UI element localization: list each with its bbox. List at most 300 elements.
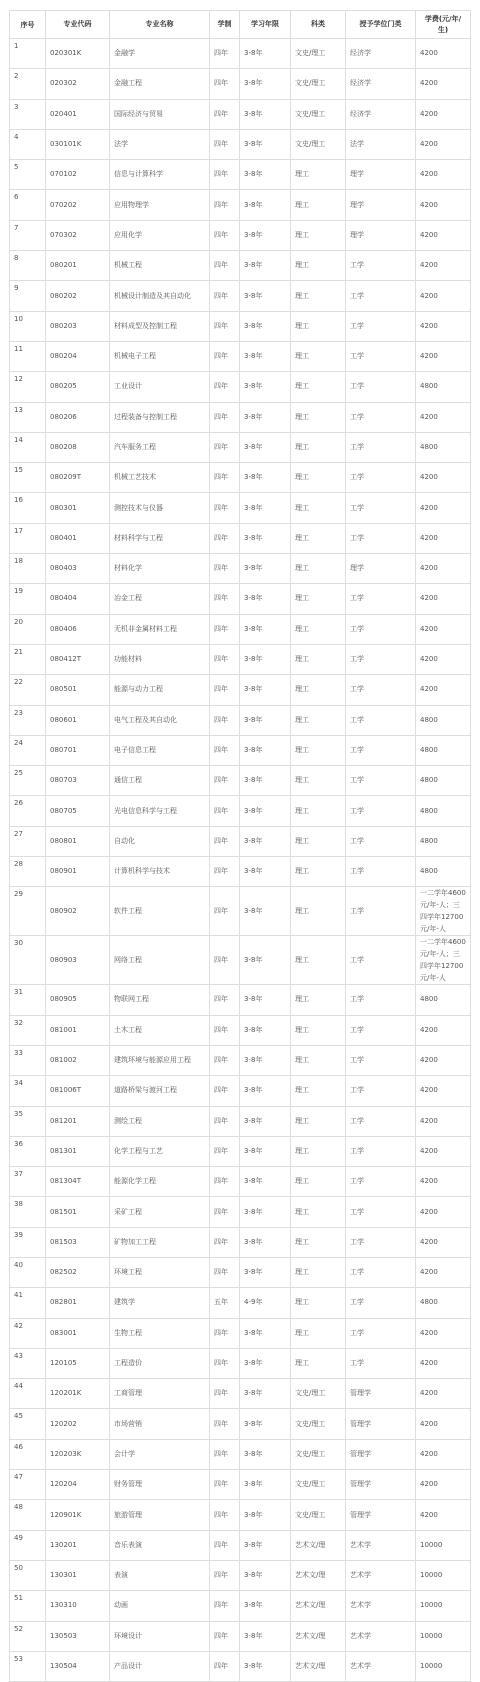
cell-code: 020301K	[46, 39, 110, 69]
cell-no: 29	[10, 887, 46, 936]
cell-name: 环境工程	[110, 1257, 210, 1287]
cell-fee: 4800	[416, 1288, 471, 1318]
cell-name: 道路桥梁与渡河工程	[110, 1076, 210, 1106]
cell-category: 理工	[291, 1106, 346, 1136]
cell-years: 3-8年	[240, 99, 291, 129]
cell-degree: 理学	[346, 554, 416, 584]
cell-name: 材料化学	[110, 554, 210, 584]
cell-no: 18	[10, 554, 46, 584]
table-row	[10, 1560, 471, 1590]
cell-category: 艺术文/理	[291, 1530, 346, 1560]
cell-category: 理工	[291, 432, 346, 462]
cell-years: 3-8年	[240, 220, 291, 250]
cell-fee: 4200	[416, 1045, 471, 1075]
cell-system: 四年	[210, 1015, 240, 1045]
cell-degree: 工学	[346, 1106, 416, 1136]
cell-system: 四年	[210, 39, 240, 69]
cell-code: 081301	[46, 1136, 110, 1166]
cell-no: 26	[10, 796, 46, 826]
cell-years: 3-8年	[240, 644, 291, 674]
cell-degree: 工学	[346, 936, 416, 985]
cell-fee: 4200	[416, 463, 471, 493]
cell-name: 金融学	[110, 39, 210, 69]
cell-category: 理工	[291, 190, 346, 220]
cell-name: 矿物加工工程	[110, 1227, 210, 1257]
cell-fee: 4200	[416, 644, 471, 674]
cell-degree: 理学	[346, 190, 416, 220]
cell-fee: 4200	[416, 251, 471, 281]
cell-code: 081002	[46, 1045, 110, 1075]
cell-code: 080401	[46, 523, 110, 553]
cell-years: 3-8年	[240, 129, 291, 159]
cell-category: 艺术文/理	[291, 1651, 346, 1681]
cell-years: 3-8年	[240, 1318, 291, 1348]
cell-fee: 4200	[416, 129, 471, 159]
cell-no: 8	[10, 251, 46, 281]
table-row	[10, 705, 471, 735]
table-row	[10, 1015, 471, 1045]
table-body	[10, 39, 471, 1682]
cell-code: 120901K	[46, 1500, 110, 1530]
table-row	[10, 463, 471, 493]
cell-code: 120201K	[46, 1379, 110, 1409]
cell-category: 理工	[291, 796, 346, 826]
cell-fee: 4200	[416, 99, 471, 129]
table-row	[10, 614, 471, 644]
cell-no: 51	[10, 1591, 46, 1621]
cell-years: 3-8年	[240, 69, 291, 99]
cell-name: 网络工程	[110, 936, 210, 985]
cell-name: 财务管理	[110, 1470, 210, 1500]
cell-system: 四年	[210, 1409, 240, 1439]
cell-category: 理工	[291, 1136, 346, 1166]
cell-system: 四年	[210, 1227, 240, 1257]
cell-fee: 4200	[416, 220, 471, 250]
table-row	[10, 1348, 471, 1378]
cell-code: 120203K	[46, 1439, 110, 1469]
cell-no: 44	[10, 1379, 46, 1409]
cell-degree: 工学	[346, 735, 416, 765]
cell-years: 3-8年	[240, 1591, 291, 1621]
cell-code: 080201	[46, 251, 110, 281]
cell-name: 机械工艺技术	[110, 463, 210, 493]
cell-fee: 4200	[416, 69, 471, 99]
table-row	[10, 1530, 471, 1560]
cell-years: 3-8年	[240, 614, 291, 644]
cell-category: 理工	[291, 554, 346, 584]
cell-name: 无机非金属材料工程	[110, 614, 210, 644]
cell-system: 四年	[210, 341, 240, 371]
cell-degree: 工学	[346, 523, 416, 553]
cell-code: 081001	[46, 1015, 110, 1045]
cell-no: 43	[10, 1348, 46, 1378]
cell-fee: 4200	[416, 1409, 471, 1439]
table-row	[10, 1379, 471, 1409]
cell-category: 理工	[291, 523, 346, 553]
table-row	[10, 341, 471, 371]
table-row	[10, 554, 471, 584]
cell-years: 3-8年	[240, 402, 291, 432]
cell-name: 能源与动力工程	[110, 675, 210, 705]
cell-degree: 工学	[346, 584, 416, 614]
cell-no: 14	[10, 432, 46, 462]
cell-name: 应用物理学	[110, 190, 210, 220]
cell-years: 3-8年	[240, 372, 291, 402]
cell-category: 理工	[291, 644, 346, 674]
cell-category: 艺术文/理	[291, 1621, 346, 1651]
cell-degree: 工学	[346, 402, 416, 432]
cell-code: 083001	[46, 1318, 110, 1348]
cell-fee: 4200	[416, 523, 471, 553]
cell-category: 理工	[291, 372, 346, 402]
cell-category: 文史/理工	[291, 99, 346, 129]
table-row	[10, 936, 471, 985]
cell-system: 四年	[210, 190, 240, 220]
cell-degree: 工学	[346, 705, 416, 735]
cell-name: 生物工程	[110, 1318, 210, 1348]
cell-fee: 4200	[416, 584, 471, 614]
table-row	[10, 220, 471, 250]
cell-code: 080202	[46, 281, 110, 311]
cell-code: 120202	[46, 1409, 110, 1439]
cell-name: 测控技术与仪器	[110, 493, 210, 523]
cell-name: 通信工程	[110, 766, 210, 796]
cell-degree: 工学	[346, 1227, 416, 1257]
cell-degree: 艺术学	[346, 1530, 416, 1560]
cell-no: 5	[10, 160, 46, 190]
cell-no: 28	[10, 857, 46, 887]
table-row	[10, 1076, 471, 1106]
table-row	[10, 766, 471, 796]
cell-system: 四年	[210, 1379, 240, 1409]
cell-category: 理工	[291, 281, 346, 311]
cell-category: 艺术文/理	[291, 1560, 346, 1590]
cell-category: 理工	[291, 1015, 346, 1045]
cell-degree: 工学	[346, 493, 416, 523]
cell-code: 020401	[46, 99, 110, 129]
table-row	[10, 402, 471, 432]
cell-years: 3-8年	[240, 584, 291, 614]
cell-system: 四年	[210, 826, 240, 856]
cell-fee: 10000	[416, 1560, 471, 1590]
table-row	[10, 735, 471, 765]
header-system: 学制	[210, 11, 240, 39]
cell-name: 自动化	[110, 826, 210, 856]
cell-years: 3-8年	[240, 493, 291, 523]
header-fee: 学费(元/年/生)	[416, 11, 471, 39]
cell-fee: 4200	[416, 493, 471, 523]
cell-code: 080703	[46, 766, 110, 796]
cell-years: 3-8年	[240, 1560, 291, 1590]
cell-category: 文史/理工	[291, 129, 346, 159]
cell-degree: 管理学	[346, 1379, 416, 1409]
cell-no: 25	[10, 766, 46, 796]
cell-code: 130503	[46, 1621, 110, 1651]
cell-name: 旅游管理	[110, 1500, 210, 1530]
cell-name: 建筑学	[110, 1288, 210, 1318]
cell-degree: 艺术学	[346, 1651, 416, 1681]
cell-fee: 4800	[416, 985, 471, 1015]
cell-no: 7	[10, 220, 46, 250]
cell-code: 080206	[46, 402, 110, 432]
cell-years: 3-8年	[240, 341, 291, 371]
cell-degree: 理学	[346, 160, 416, 190]
cell-degree: 工学	[346, 432, 416, 462]
table-row	[10, 251, 471, 281]
cell-code: 130504	[46, 1651, 110, 1681]
cell-code: 080801	[46, 826, 110, 856]
cell-category: 理工	[291, 341, 346, 371]
cell-years: 3-8年	[240, 1227, 291, 1257]
cell-degree: 工学	[346, 887, 416, 936]
cell-fee: 4200	[416, 1348, 471, 1378]
header-name: 专业名称	[110, 11, 210, 39]
cell-years: 3-8年	[240, 1197, 291, 1227]
cell-no: 11	[10, 341, 46, 371]
cell-no: 13	[10, 402, 46, 432]
cell-years: 3-8年	[240, 1500, 291, 1530]
cell-name: 工业设计	[110, 372, 210, 402]
cell-years: 3-8年	[240, 311, 291, 341]
cell-code: 080203	[46, 311, 110, 341]
cell-code: 120204	[46, 1470, 110, 1500]
cell-category: 理工	[291, 311, 346, 341]
cell-name: 材料科学与工程	[110, 523, 210, 553]
cell-name: 物联网工程	[110, 985, 210, 1015]
cell-system: 四年	[210, 220, 240, 250]
cell-no: 20	[10, 614, 46, 644]
cell-years: 3-8年	[240, 1106, 291, 1136]
cell-fee: 4800	[416, 705, 471, 735]
header-category: 科类	[291, 11, 346, 39]
cell-degree: 工学	[346, 766, 416, 796]
cell-category: 文史/理工	[291, 1439, 346, 1469]
table-row	[10, 1045, 471, 1075]
table-row	[10, 39, 471, 69]
cell-name: 工程造价	[110, 1348, 210, 1378]
cell-fee: 4200	[416, 190, 471, 220]
cell-name: 电子信息工程	[110, 735, 210, 765]
cell-code: 080903	[46, 936, 110, 985]
cell-no: 32	[10, 1015, 46, 1045]
table-row	[10, 1500, 471, 1530]
cell-years: 3-8年	[240, 1530, 291, 1560]
cell-degree: 工学	[346, 1288, 416, 1318]
cell-years: 3-8年	[240, 766, 291, 796]
cell-fee: 4200	[416, 1500, 471, 1530]
table-row	[10, 1409, 471, 1439]
cell-years: 3-8年	[240, 936, 291, 985]
cell-no: 27	[10, 826, 46, 856]
cell-name: 光电信息科学与工程	[110, 796, 210, 826]
table-row	[10, 857, 471, 887]
cell-no: 52	[10, 1621, 46, 1651]
table-row	[10, 69, 471, 99]
table-header	[10, 11, 471, 39]
cell-degree: 艺术学	[346, 1591, 416, 1621]
cell-fee: 4200	[416, 341, 471, 371]
cell-name: 能源化学工程	[110, 1167, 210, 1197]
cell-fee: 4800	[416, 432, 471, 462]
cell-years: 3-8年	[240, 1439, 291, 1469]
table-row	[10, 1651, 471, 1681]
header-no: 序号	[10, 11, 46, 39]
cell-years: 3-8年	[240, 281, 291, 311]
cell-fee: 4200	[416, 281, 471, 311]
cell-code: 080902	[46, 887, 110, 936]
table-row	[10, 1167, 471, 1197]
cell-fee: 4200	[416, 1227, 471, 1257]
cell-category: 理工	[291, 1197, 346, 1227]
cell-fee: 4800	[416, 857, 471, 887]
cell-no: 6	[10, 190, 46, 220]
cell-degree: 艺术学	[346, 1621, 416, 1651]
table-row	[10, 281, 471, 311]
cell-name: 金融工程	[110, 69, 210, 99]
cell-system: 四年	[210, 99, 240, 129]
cell-system: 四年	[210, 493, 240, 523]
table-row	[10, 523, 471, 553]
cell-degree: 工学	[346, 1167, 416, 1197]
table-row	[10, 99, 471, 129]
cell-name: 国际经济与贸易	[110, 99, 210, 129]
cell-years: 3-8年	[240, 1651, 291, 1681]
cell-category: 艺术文/理	[291, 1591, 346, 1621]
cell-no: 33	[10, 1045, 46, 1075]
cell-name: 采矿工程	[110, 1197, 210, 1227]
cell-system: 四年	[210, 463, 240, 493]
cell-years: 3-8年	[240, 1167, 291, 1197]
cell-system: 四年	[210, 584, 240, 614]
cell-fee: 4200	[416, 1015, 471, 1045]
cell-name: 音乐表演	[110, 1530, 210, 1560]
cell-code: 030101K	[46, 129, 110, 159]
cell-degree: 管理学	[346, 1409, 416, 1439]
cell-category: 理工	[291, 1227, 346, 1257]
cell-fee: 4200	[416, 1197, 471, 1227]
cell-years: 3-8年	[240, 1348, 291, 1378]
cell-no: 36	[10, 1136, 46, 1166]
cell-degree: 工学	[346, 985, 416, 1015]
cell-code: 081201	[46, 1106, 110, 1136]
cell-name: 产品设计	[110, 1651, 210, 1681]
cell-system: 四年	[210, 1197, 240, 1227]
cell-code: 070202	[46, 190, 110, 220]
cell-name: 软件工程	[110, 887, 210, 936]
cell-fee: 4200	[416, 1136, 471, 1166]
cell-degree: 工学	[346, 1197, 416, 1227]
cell-years: 3-8年	[240, 160, 291, 190]
cell-fee: 4200	[416, 554, 471, 584]
cell-category: 理工	[291, 675, 346, 705]
cell-name: 冶金工程	[110, 584, 210, 614]
cell-years: 4-9年	[240, 1288, 291, 1318]
cell-system: 四年	[210, 675, 240, 705]
cell-code: 080204	[46, 341, 110, 371]
cell-system: 四年	[210, 554, 240, 584]
cell-degree: 工学	[346, 1076, 416, 1106]
cell-fee: 4200	[416, 1257, 471, 1287]
cell-no: 19	[10, 584, 46, 614]
cell-category: 理工	[291, 985, 346, 1015]
table-row	[10, 796, 471, 826]
cell-category: 文史/理工	[291, 1470, 346, 1500]
cell-name: 应用化学	[110, 220, 210, 250]
cell-years: 3-8年	[240, 985, 291, 1015]
cell-no: 41	[10, 1288, 46, 1318]
cell-fee: 4200	[416, 160, 471, 190]
cell-code: 070302	[46, 220, 110, 250]
cell-system: 四年	[210, 614, 240, 644]
cell-name: 机械工程	[110, 251, 210, 281]
cell-degree: 工学	[346, 1015, 416, 1045]
cell-years: 3-8年	[240, 735, 291, 765]
cell-fee: 10000	[416, 1591, 471, 1621]
cell-degree: 法学	[346, 129, 416, 159]
cell-name: 建筑环境与能源应用工程	[110, 1045, 210, 1075]
cell-system: 四年	[210, 1348, 240, 1378]
table-row	[10, 129, 471, 159]
cell-years: 3-8年	[240, 463, 291, 493]
cell-category: 理工	[291, 936, 346, 985]
cell-name: 机械电子工程	[110, 341, 210, 371]
cell-fee: 4200	[416, 675, 471, 705]
cell-no: 23	[10, 705, 46, 735]
cell-code: 080501	[46, 675, 110, 705]
table-row	[10, 1257, 471, 1287]
cell-years: 3-8年	[240, 1015, 291, 1045]
cell-system: 四年	[210, 1076, 240, 1106]
cell-name: 动画	[110, 1591, 210, 1621]
table-row	[10, 1439, 471, 1469]
cell-system: 四年	[210, 857, 240, 887]
cell-degree: 工学	[346, 857, 416, 887]
cell-code: 081006T	[46, 1076, 110, 1106]
majors-table	[9, 10, 471, 1682]
cell-degree: 工学	[346, 796, 416, 826]
cell-code: 080412T	[46, 644, 110, 674]
table-row	[10, 1470, 471, 1500]
cell-category: 理工	[291, 1045, 346, 1075]
table-row	[10, 985, 471, 1015]
cell-code: 080901	[46, 857, 110, 887]
cell-system: 四年	[210, 402, 240, 432]
cell-system: 四年	[210, 1560, 240, 1590]
cell-no: 42	[10, 1318, 46, 1348]
cell-years: 3-8年	[240, 887, 291, 936]
cell-no: 38	[10, 1197, 46, 1227]
cell-fee: 4200	[416, 1167, 471, 1197]
cell-category: 理工	[291, 251, 346, 281]
cell-name: 汽车服务工程	[110, 432, 210, 462]
cell-no: 45	[10, 1409, 46, 1439]
cell-system: 四年	[210, 985, 240, 1015]
cell-fee: 4800	[416, 735, 471, 765]
cell-category: 理工	[291, 1167, 346, 1197]
cell-code: 120105	[46, 1348, 110, 1378]
cell-category: 理工	[291, 1257, 346, 1287]
cell-degree: 工学	[346, 372, 416, 402]
table-row	[10, 372, 471, 402]
cell-system: 四年	[210, 1530, 240, 1560]
cell-system: 四年	[210, 432, 240, 462]
cell-degree: 管理学	[346, 1500, 416, 1530]
cell-name: 机械设计制造及其自动化	[110, 281, 210, 311]
cell-fee: 10000	[416, 1651, 471, 1681]
cell-name: 市场营销	[110, 1409, 210, 1439]
cell-fee: 4200	[416, 1106, 471, 1136]
cell-category: 理工	[291, 1076, 346, 1106]
